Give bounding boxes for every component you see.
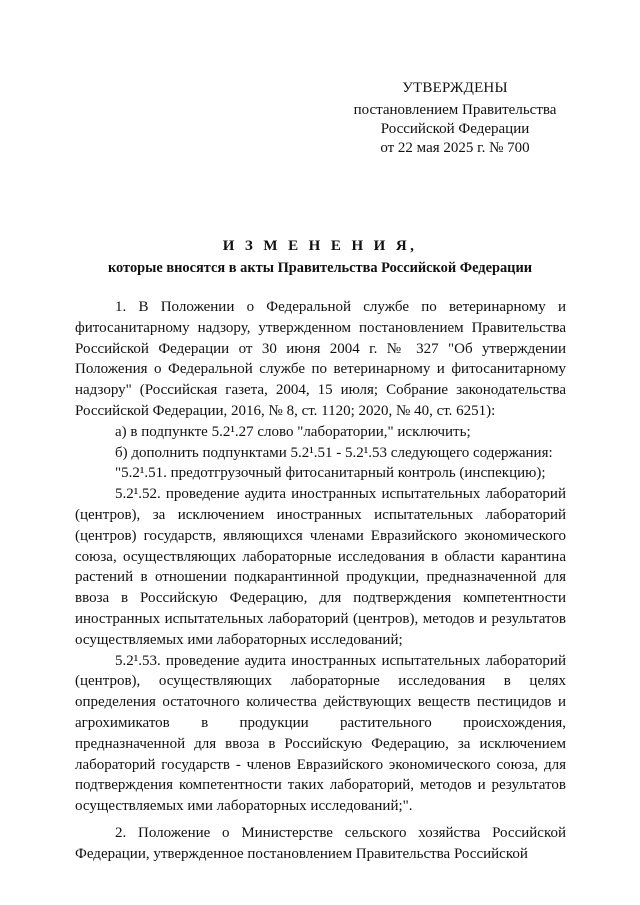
paragraph-2: 2. Положение о Министерстве сельского хозяйства Российской Федерации, утвержденное постановлением Правительства Российской	[75, 824, 566, 862]
paragraph-5-2-1-53: 5.2¹.53. проведение аудита иностранных испытательных лабораторий (центров), осуществляющих лабораторные исследования в целях определения остаточного количества действующих веществ пестицидов и агрохимикатов в продукции растительного происхождения, предназначенной для ввоза в Российскую Федерацию, за исключением лабораторий государств - членов Евразийского экономического союза, для подтверждения компетентности таких лабораторий, методов и результатов осуществляемых ими лабораторных исследований;".	[75, 652, 566, 815]
document-subtitle: которые вносятся в акты Правительства Российской Федерации	[107, 260, 533, 276]
approval-line-1: постановлением Правительства	[353, 102, 557, 118]
approval-heading: УТВЕРЖДЕНЫ	[402, 80, 508, 96]
document-title: И З М Е Н Е Н И Я,	[222, 238, 418, 254]
approval-stamp	[340, 79, 570, 158]
paragraph-5-2-1-52: 5.2¹.52. проведение аудита иностранных испытательных лабораторий (центров), за исключением иностранных испытательных лабораторий (центров) государств, являющихся членами Евразийского экономического союза, осуществляющих лабораторные исследования в области карантина растений в отношении подкарантинной продукции, предназначенной для ввоза в Российскую Федерацию, для подтверждения компетентности иностранных испытательных лабораторий (центров), методов и результатов осуществляемых ими лабораторных исследований;	[75, 486, 566, 648]
approval-line-2: Российской Федерации	[380, 121, 530, 137]
approval-line-3: от 22 мая 2025 г. № 700	[380, 140, 530, 156]
paragraph-b: б) дополнить подпунктами 5.2¹.51 - 5.2¹.53 следующего содержания:	[115, 444, 553, 461]
paragraph-1: 1. В Положении о Федеральной службе по ветеринарному и фитосанитарному надзору, утвержденном постановлением Правительства Российской Федерации от 30 июня 2004 г. № 327 "Об утверждении Положения о Федеральной службе по ветеринарному и фитосанитарному надзору" (Российская газета, 2004, 15 июля; Собрание законодательства Российской Федерации, 2016, № 8, ст. 1120; 2020, № 40, ст. 6251):	[75, 299, 566, 419]
paragraph-a: а) в подпункте 5.2¹.27 слово "лаборатории," исключить;	[115, 423, 471, 440]
document-body	[75, 297, 566, 865]
paragraph-5-2-1-51: "5.2¹.51. предотгрузочный фитосанитарный контроль (инспекцию);	[115, 465, 546, 482]
